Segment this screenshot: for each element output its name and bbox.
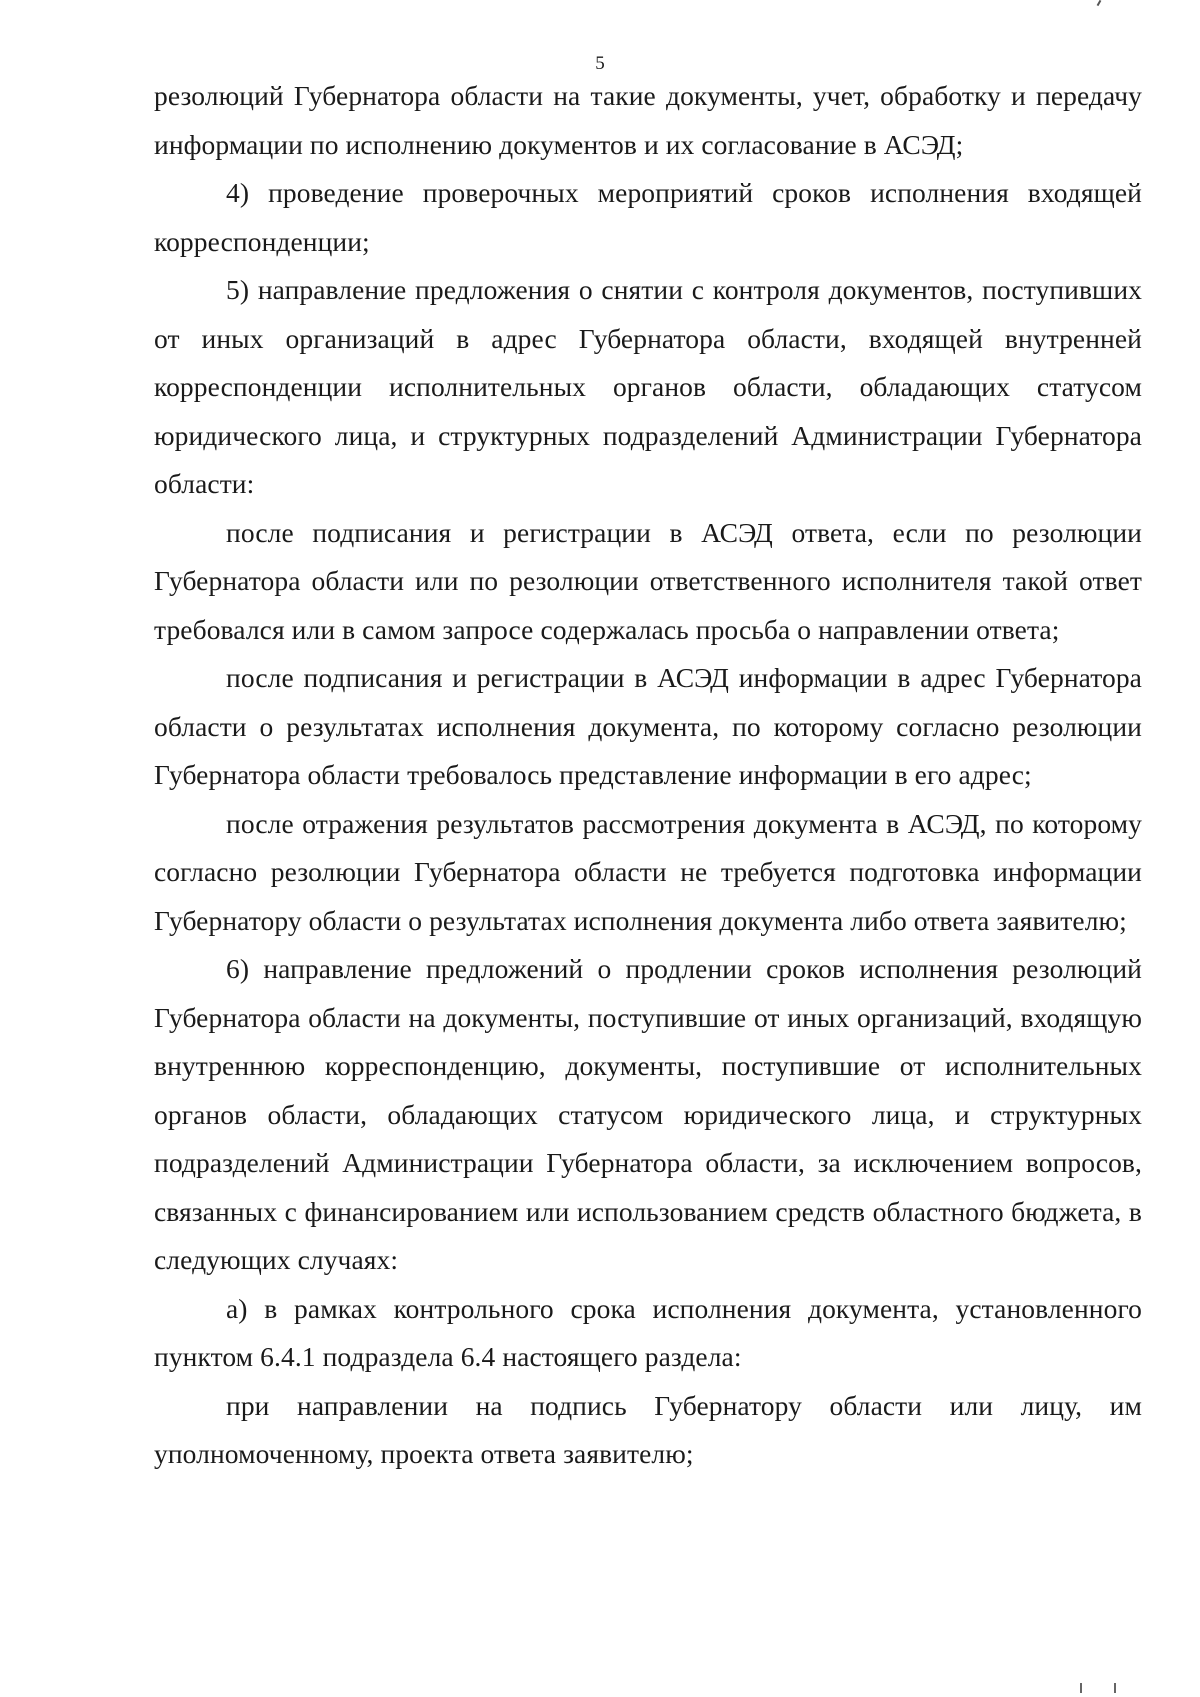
paragraph-after-reflecting-results: после отражения результатов рассмотрения документа в АСЭД, по которому согласно резолюции Губернатора области не требуется подготовка информации Губернатору области о результатах исполнения документа либо ответа заявителю; (154, 807, 1142, 936)
page-number: 5 (595, 53, 605, 74)
scan-corner-mark (1080, 1683, 1082, 1693)
paragraph-continuation: резолюций Губернатора области на такие документы, учет, обработку и передачу информации по исполнению документов и их согласование в АСЭД; (154, 80, 1142, 160)
scan-edge-mark (1097, 0, 1102, 6)
paragraph-item-4: 4) проведение проверочных мероприятий сроков исполнения входящей корреспонденции; (154, 177, 1142, 257)
paragraph-when-sending-for-signature: при направлении на подпись Губернатору области или лицу, им уполномоченному, проекта ответа заявителю; (154, 1389, 1142, 1469)
paragraph-subitem-a: а) в рамках контрольного срока исполнения документа, установленного пунктом 6.4.1 подраздела 6.4 настоящего раздела: (154, 1292, 1142, 1372)
paragraph-after-signing-answer: после подписания и регистрации в АСЭД ответа, если по резолюции Губернатора области или по резолюции ответственного исполнителя такой ответ требовался или в самом запросе содержалась просьба о направлении ответа; (154, 516, 1142, 645)
scan-corner-mark (1114, 1683, 1116, 1693)
paragraph-after-signing-information: после подписания и регистрации в АСЭД информации в адрес Губернатора области о результатах исполнения документа, по которому согласно резолюции Губернатора области требовалось представление информации в его адрес; (154, 662, 1142, 790)
paragraph-item-5: 5) направление предложения о снятии с контроля документов, поступивших от иных организаций в адрес Губернатора области, входящей внутренней корреспонденции исполнительных органов области, обладающих статусом юридического лица, и структурных подразделений Администрации Губернатора области: (154, 274, 1142, 499)
document-body (154, 72, 1142, 1479)
paragraph-item-6: 6) направление предложений о продлении сроков исполнения резолюций Губернатора области на документы, поступившие от иных организаций, входящую внутреннюю корреспонденцию, документы, поступившие от исполнительных органов области, обладающих статусом юридического лица, и структурных подразделений Администрации Губернатора области, за исключением вопросов, связанных с финансированием или использованием средств областного бюджета, в следующих случаях: (154, 953, 1142, 1275)
